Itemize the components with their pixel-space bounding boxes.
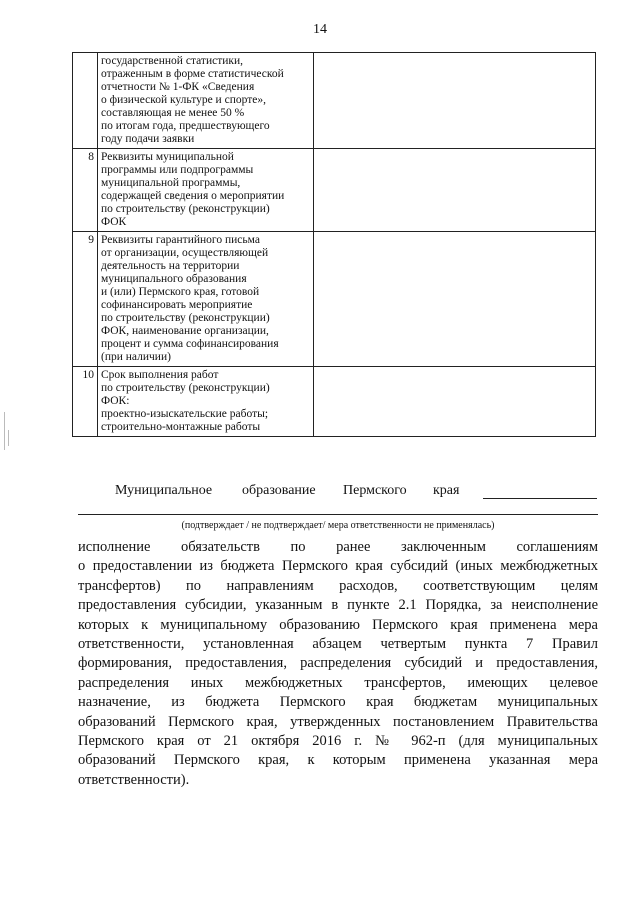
- row-number: 8: [73, 149, 98, 232]
- paragraph-line: о предоставлении из бюджета Пермского края субсидий (иных межбюджетных: [78, 558, 598, 575]
- row-value: [314, 232, 596, 367]
- row-value: [314, 367, 596, 437]
- paragraph-line: ответственности).: [78, 771, 190, 788]
- page-number: 14: [313, 22, 327, 37]
- table-row: [73, 232, 596, 367]
- paragraph-line: распределения иных межбюджетных трансфертов, имеющих целевое: [78, 674, 598, 691]
- row-number: [73, 53, 98, 149]
- paragraph-line: назначение, из бюджета Пермского края бюджетам муниципальных: [78, 694, 598, 711]
- table-row: [73, 149, 596, 232]
- paragraph-line: формирования, предоставления, распределения субсидий и предоставления,: [78, 655, 598, 672]
- row-value: [314, 149, 596, 232]
- confirmation-note: (подтверждает / не подтверждает/ мера ответственности не применялась): [181, 520, 495, 531]
- paragraph-line: исполнение обязательств по ранее заключенным соглашениям: [78, 539, 598, 555]
- row-number: 10: [73, 367, 98, 437]
- paragraph-line: которых к муниципальному образованию Пермского края применена мера: [78, 616, 598, 633]
- paragraph-line: образований Пермского края, утвержденных постановлением Правительства: [78, 713, 598, 730]
- row-number: 9: [73, 232, 98, 367]
- municipality-word: Муниципальное: [115, 483, 213, 498]
- paragraph-line: Пермского края от 21 октября 2016 г. № 962-п (для муниципальных: [78, 733, 598, 750]
- municipality-word: края: [433, 483, 460, 498]
- scan-artifact: [8, 430, 9, 446]
- paragraph-line: предоставления субсидии, указанным в пункте 2.1 Порядка, за неисполнение: [78, 597, 598, 614]
- paragraph-line: ответственности, установленная абзацем четвертым пункта 7 Правил: [78, 636, 598, 653]
- row-label: Реквизиты гарантийного письма от организации, осуществляющей деятельность на территории муниципального образования и (или) Пермского края, готовой софинансировать мероприятие по строительству (реконструкции) ФОК, наименование организации, процент и сумма софинансирования (при наличии): [98, 232, 314, 367]
- row-value: [314, 53, 596, 149]
- confirmation-blank-line: [78, 514, 598, 515]
- municipality-name-blank: [483, 498, 597, 499]
- paragraph-line: образований Пермского края, к которым применена указанная мера: [78, 752, 598, 769]
- municipality-word: Пермского: [343, 483, 407, 498]
- row-label: Реквизиты муниципальной программы или подпрограммы муниципальной программы, содержащей сведения о мероприятии по строительству (реконструкции) ФОК: [98, 149, 314, 232]
- municipality-line: [115, 483, 597, 501]
- paragraph-line: трансфертов) по направлениям расходов, соответствующим целям: [78, 577, 598, 594]
- scan-artifact: [4, 412, 5, 450]
- row-label: государственной статистики, отраженным в форме статистической отчетности № 1-ФК «Сведения о физической культуре и спорте», составляющая не менее 50 % по итогам года, предшествующего году подачи заявки: [98, 53, 314, 149]
- table-row: [73, 367, 596, 437]
- municipality-word: образование: [242, 483, 316, 498]
- body-paragraph: [78, 538, 598, 790]
- row-label: Срок выполнения работ по строительству (реконструкции) ФОК: проектно-изыскательские работы; строительно-монтажные работы: [98, 367, 314, 437]
- table-row: [73, 53, 596, 149]
- application-table: [72, 52, 596, 437]
